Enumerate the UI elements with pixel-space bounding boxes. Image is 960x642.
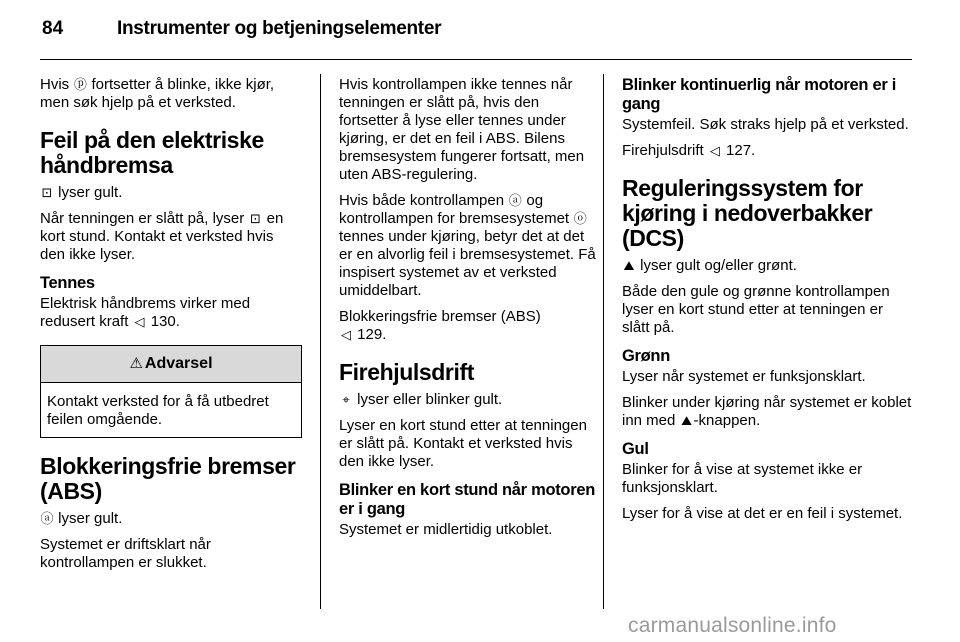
warning-triangle-icon: ⚠	[129, 355, 143, 372]
hill-descent-icon: ⛰	[623, 258, 635, 273]
paragraph: Lyser når systemet er funksjonsklart.	[622, 368, 866, 385]
abs-icon: ⓐ	[40, 511, 54, 526]
paragraph: Når tenningen er slått på, lyser ⊡ en kort stund. Kontakt et verksted hvis den ikke lyser.	[40, 210, 284, 263]
column-1	[40, 76, 302, 580]
column-divider	[320, 74, 321, 609]
header-divider	[40, 59, 912, 60]
page-reference-icon: ◁	[709, 143, 720, 158]
column-3	[622, 76, 912, 531]
hill-descent-icon: ⛰	[681, 413, 692, 428]
paragraph: Lyser en kort stund etter at tenningen er slått på. Kontakt et verksted hvis den ikke lyser.	[339, 417, 587, 470]
paragraph: Hvis kontrollampen ikke tennes når tenningen er slått på, hvis den fortsetter å lyse eller tennes under kjøring, er det en feil i ABS. Bilens bremsesystem fungerer fortsatt, men uten ABS-regulering.	[339, 76, 585, 183]
parking-brake-icon: ⓟ	[73, 77, 87, 92]
section-heading: Reguleringssystem for kjøring i nedoverbakker (DCS)	[622, 175, 873, 251]
subheading: Gul	[622, 440, 649, 458]
four-wheel-drive-icon: ⌖	[342, 392, 350, 407]
section-heading: Blokkeringsfrie bremser (ABS)	[40, 453, 296, 504]
paragraph: Elektrisk håndbrems virker med redusert kraft ◁ 130.	[40, 295, 251, 330]
subheading: Tennes	[40, 274, 95, 292]
column-divider	[603, 74, 604, 609]
paragraph: Hvis både kontrollampen ⓐ og kontrollampen for bremsesystemet ⓞ tennes under kjøring, betyr det at det er en alvorlig feil i bremsesystemet. Få inspisert systemet av et verksted umiddelbart.	[339, 192, 596, 299]
paragraph: Firehjulsdrift ◁ 127.	[622, 142, 756, 159]
paragraph: ⓐ lyser gult.	[40, 510, 123, 527]
paragraph: Systemet er midlertidig utkoblet.	[339, 521, 553, 538]
subheading: Blinker kontinuerlig når motoren er i gang	[622, 76, 897, 113]
paragraph: Lyser for å vise at det er en feil i systemet.	[622, 505, 903, 522]
warning-title: Advarsel	[144, 355, 213, 372]
page-number: 84	[42, 18, 64, 39]
brake-fault-icon: ⊡	[250, 211, 261, 226]
warning-box	[40, 345, 302, 438]
paragraph: Systemet er driftsklart når kontrollampen er slukket.	[40, 536, 211, 571]
paragraph: ⛰ lyser gult og/eller grønt.	[623, 257, 797, 274]
brake-fault-icon: ⊡	[41, 185, 53, 200]
page-reference-icon: ◁	[341, 327, 351, 342]
warning-header	[41, 346, 301, 383]
page-reference-icon: ◁	[134, 314, 145, 329]
warning-text: Kontakt verksted for å få utbedret feilen omgående.	[47, 393, 269, 428]
paragraph: ⊡ lyser gult.	[41, 184, 123, 201]
subheading: Blinker en kort stund når motoren er i gang	[339, 481, 595, 518]
column-2	[339, 76, 601, 547]
subheading: Grønn	[622, 347, 670, 365]
paragraph: Hvis ⓟ fortsetter å blinke, ikke kjør, men søk hjelp på et verksted.	[40, 76, 275, 111]
paragraph: Systemfeil. Søk straks hjelp på et verksted.	[622, 116, 909, 133]
paragraph: Både den gule og grønne kontrollampen lyser en kort stund etter at tenningen er slått på.	[622, 283, 890, 336]
paragraph: Blinker for å vise at systemet ikke er funksjonsklart.	[622, 461, 863, 496]
page-header	[0, 0, 960, 62]
abs-icon: ⓐ	[508, 193, 522, 208]
section-heading: Feil på den elektriske håndbremsa	[40, 127, 264, 178]
paragraph: Blinker under kjøring når systemet er koblet inn med ⛰ -knappen.	[622, 394, 912, 429]
brake-system-icon: ⓞ	[573, 211, 587, 226]
paragraph: Blokkeringsfrie bremser (ABS) ◁ 129.	[339, 308, 541, 343]
watermark: carmanualsonline.info	[628, 614, 837, 637]
paragraph: ⌖ lyser eller blinker gult.	[339, 391, 601, 409]
section-heading: Firehjulsdrift	[339, 359, 474, 385]
page-title: Instrumenter og betjeningselementer	[117, 18, 442, 39]
